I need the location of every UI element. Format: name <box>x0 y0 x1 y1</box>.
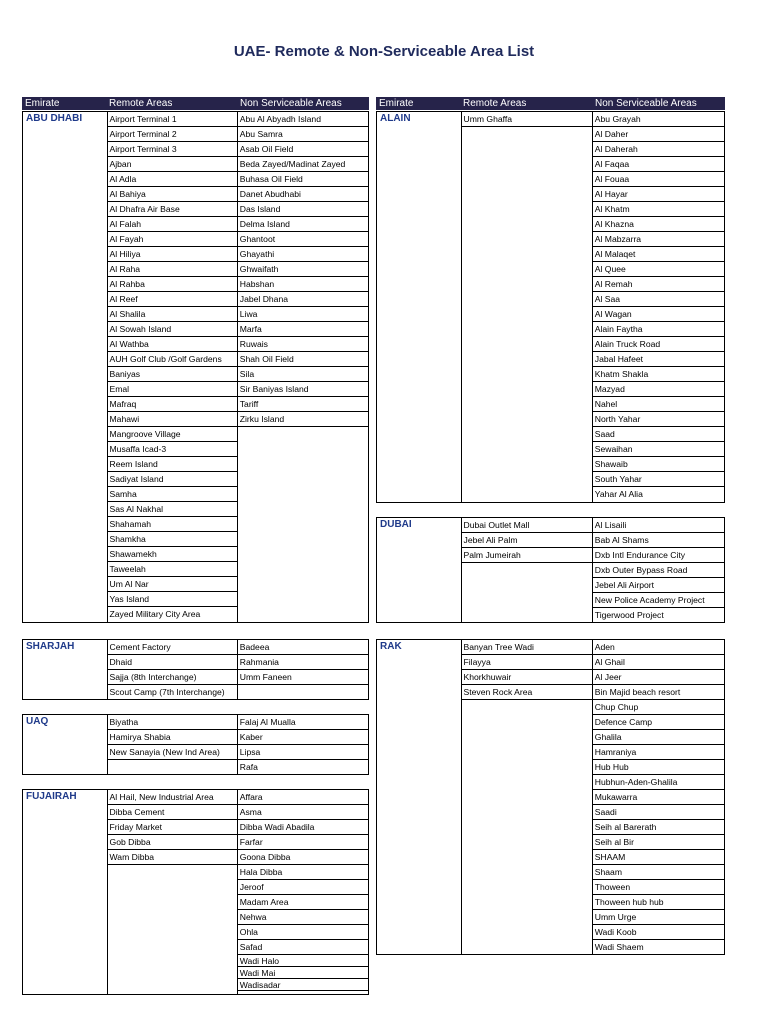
non-serviceable-area-cell: Wadi Halo <box>238 955 368 967</box>
remote-area-cell: Jebel Ali Palm <box>462 533 592 548</box>
non-serviceable-area-cell: Shah Oil Field <box>238 352 368 367</box>
page-title: UAE- Remote & Non-Serviceable Area List <box>233 43 535 60</box>
non-serviceable-area-cell: Danet Abudhabi <box>238 187 368 202</box>
remote-area-cell: Hamirya Shabia <box>108 730 237 745</box>
non-serviceable-area-cell: Alain Truck Road <box>593 337 724 352</box>
remote-area-cell: Palm Jumeirah <box>462 548 592 563</box>
non-serviceable-area-cell: Buhasa Oil Field <box>238 172 368 187</box>
non-serviceable-area-cell: Hamraniya <box>593 745 724 760</box>
non-serviceable-area-cell: Jebel Ali Airport <box>593 578 724 593</box>
remote-area-cell: Emal <box>108 382 237 397</box>
non-serviceable-area-cell: Farfar <box>238 835 368 850</box>
non-serviceable-area-cell: Umm Urge <box>593 910 724 925</box>
non-serviceable-area-cell: Nahel <box>593 397 724 412</box>
non-serviceable-area-cell: Al Faqaa <box>593 157 724 172</box>
non-serviceable-area-cell: Dxb Intl Endurance City <box>593 548 724 563</box>
non-serviceable-area-cell: Yahar Al Alia <box>594 489 643 499</box>
remote-area-cell: Al Fayah <box>108 232 237 247</box>
header-remote-areas: Remote Areas <box>463 98 527 109</box>
emirate-column <box>377 112 461 502</box>
non-serviceable-area-cell: Hubhun-Aden-Ghalila <box>593 775 724 790</box>
non-serviceable-area-cell: Mazyad <box>593 382 724 397</box>
table-abu-dhabi <box>22 111 369 623</box>
emirate-name: SHARJAH <box>26 641 75 652</box>
remote-area-cell: Zayed Military City Area <box>109 609 201 619</box>
non-serviceable-area-cell: Ohla <box>238 925 368 940</box>
non-serviceable-area-cell: Abu Al Abyadh Island <box>238 112 368 127</box>
remote-area-cell: Sajja (8th Interchange) <box>108 670 237 685</box>
non-serviceable-area-cell: Dibba Wadi Abadila <box>238 820 368 835</box>
remote-area-cell: Yas Island <box>108 592 237 607</box>
non-serviceable-area-cell: Rahmania <box>238 655 368 670</box>
non-serviceable-area-cell: Thoween <box>593 880 724 895</box>
remote-area-cell: Sas Al Nakhal <box>108 502 237 517</box>
remote-area-cell: Al Bahiya <box>108 187 237 202</box>
non-serviceable-area-cell: Al Malaqet <box>593 247 724 262</box>
non-serviceable-area-cell: Asab Oil Field <box>238 142 368 157</box>
non-serviceable-area-cell: Al Daherah <box>593 142 724 157</box>
emirate-name: DUBAI <box>380 519 412 530</box>
remote-areas-column <box>107 112 237 622</box>
non-serviceable-area-cell: Das Island <box>238 202 368 217</box>
emirate-column <box>23 640 107 699</box>
non-serviceable-area-cell: Jabel Dhana <box>238 292 368 307</box>
remote-area-cell: Um Al Nar <box>108 577 237 592</box>
non-serviceable-area-cell: Thoween hub hub <box>593 895 724 910</box>
remote-area-cell: Al Hiliya <box>108 247 237 262</box>
remote-area-cell: Cement Factory <box>108 640 237 655</box>
emirate-column <box>23 790 107 994</box>
non-serviceable-area-cell: Wadi Mai <box>238 967 368 979</box>
emirate-column <box>377 518 461 622</box>
non-serviceable-area-cell: Wadi Shaem <box>594 942 644 952</box>
non-serviceable-areas-column <box>237 790 368 994</box>
header-non-serviceable-areas: Non Serviceable Areas <box>595 98 697 109</box>
non-serviceable-area-cell: Al Mabzarra <box>593 232 724 247</box>
remote-area-cell: Scout Camp (7th Interchange) <box>109 687 225 697</box>
table-fujairah <box>22 789 369 995</box>
non-serviceable-area-cell: Defence Camp <box>593 715 724 730</box>
remote-area-cell: Airport Terminal 3 <box>108 142 237 157</box>
left-table-header <box>22 97 369 110</box>
remote-area-cell: Steven Rock Area <box>462 685 592 700</box>
remote-area-cell: Filayya <box>462 655 592 670</box>
table-sharjah <box>22 639 369 700</box>
remote-area-cell: Al Shalila <box>108 307 237 322</box>
non-serviceable-area-cell: Sewaihan <box>593 442 724 457</box>
remote-area-cell: Dubai Outlet Mall <box>462 518 592 533</box>
non-serviceable-area-cell: Tigerwood Project <box>594 610 664 620</box>
non-serviceable-area-cell: Beda Zayed/Madinat Zayed <box>238 157 368 172</box>
non-serviceable-area-cell: Jeroof <box>238 880 368 895</box>
remote-area-cell: Mangroove Village <box>108 427 237 442</box>
remote-area-cell: Baniyas <box>108 367 237 382</box>
remote-area-cell: Al Reef <box>108 292 237 307</box>
remote-area-cell: Airport Terminal 1 <box>108 112 237 127</box>
remote-area-cell: Biyatha <box>108 715 237 730</box>
non-serviceable-area-cell: Saad <box>593 427 724 442</box>
non-serviceable-area-cell: Marfa <box>238 322 368 337</box>
non-serviceable-area-cell: Affara <box>238 790 368 805</box>
remote-areas-column <box>461 640 592 954</box>
non-serviceable-area-cell: Ghantoot <box>238 232 368 247</box>
remote-area-cell: Gob Dibba <box>108 835 237 850</box>
remote-area-cell: Taweelah <box>108 562 237 577</box>
remote-area-cell: Al Adla <box>108 172 237 187</box>
non-serviceable-area-cell: Sir Baniyas Island <box>238 382 368 397</box>
remote-area-cell: Al Wathba <box>108 337 237 352</box>
remote-areas-column <box>107 790 237 994</box>
remote-area-cell: Mahawi <box>108 412 237 427</box>
non-serviceable-area-cell: Hub Hub <box>593 760 724 775</box>
non-serviceable-area-cell: Ghalila <box>593 730 724 745</box>
non-serviceable-area-cell: Zirku Island <box>238 412 368 427</box>
emirate-column <box>23 112 107 622</box>
remote-area-cell: Banyan Tree Wadi <box>462 640 592 655</box>
remote-area-cell: Al Sowah Island <box>108 322 237 337</box>
emirate-name: FUJAIRAH <box>26 791 77 802</box>
emirate-name: RAK <box>380 641 402 652</box>
remote-area-cell: Khorkhuwair <box>462 670 592 685</box>
header-non-serviceable-areas: Non Serviceable Areas <box>240 98 342 109</box>
non-serviceable-area-cell: Al Hayar <box>593 187 724 202</box>
non-serviceable-area-cell: New Police Academy Project <box>593 593 724 608</box>
table-rak <box>376 639 725 955</box>
non-serviceable-area-cell: Shawaib <box>593 457 724 472</box>
remote-area-cell: AUH Golf Club /Golf Gardens <box>108 352 237 367</box>
non-serviceable-area-cell: Al Wagan <box>593 307 724 322</box>
non-serviceable-area-cell: Al Quee <box>593 262 724 277</box>
non-serviceable-area-cell: Ruwais <box>238 337 368 352</box>
remote-area-cell: Wam Dibba <box>108 850 237 865</box>
emirate-name: UAQ <box>26 716 49 727</box>
non-serviceable-area-cell: Wadisadar <box>238 979 368 991</box>
non-serviceable-area-cell: Abu Samra <box>238 127 368 142</box>
header-emirate: Emirate <box>25 98 60 109</box>
non-serviceable-area-cell: Shaam <box>593 865 724 880</box>
non-serviceable-area-cell: Goona Dibba <box>238 850 368 865</box>
non-serviceable-area-cell: Abu Grayah <box>593 112 724 127</box>
non-serviceable-areas-column <box>592 640 724 954</box>
non-serviceable-area-cell: Al Lisaili <box>593 518 724 533</box>
emirate-name: ABU DHABI <box>26 113 83 124</box>
non-serviceable-area-cell: Delma Island <box>238 217 368 232</box>
non-serviceable-area-cell: Al Saa <box>593 292 724 307</box>
remote-areas-column <box>107 715 237 774</box>
non-serviceable-area-cell: Nehwa <box>238 910 368 925</box>
non-serviceable-areas-column <box>237 112 368 622</box>
non-serviceable-area-cell: Alain Faytha <box>593 322 724 337</box>
non-serviceable-area-cell: Lipsa <box>238 745 368 760</box>
non-serviceable-area-cell: Al Remah <box>593 277 724 292</box>
non-serviceable-area-cell: Asma <box>238 805 368 820</box>
non-serviceable-areas-column <box>237 640 368 699</box>
non-serviceable-area-cell: Chup Chup <box>593 700 724 715</box>
header-remote-areas: Remote Areas <box>109 98 173 109</box>
non-serviceable-areas-column <box>237 715 368 774</box>
non-serviceable-area-cell: Liwa <box>238 307 368 322</box>
remote-area-cell: Musaffa Icad-3 <box>108 442 237 457</box>
non-serviceable-area-cell: SHAAM <box>593 850 724 865</box>
remote-areas-column <box>461 112 592 502</box>
remote-areas-column <box>107 640 237 699</box>
remote-area-cell: Al Falah <box>108 217 237 232</box>
remote-area-cell: Umm Ghaffa <box>462 112 592 127</box>
non-serviceable-area-cell: Ghayathi <box>238 247 368 262</box>
non-serviceable-area-cell: Al Jeer <box>593 670 724 685</box>
non-serviceable-area-cell: Hala Dibba <box>238 865 368 880</box>
non-serviceable-area-cell: Saadi <box>593 805 724 820</box>
header-emirate: Emirate <box>379 98 414 109</box>
non-serviceable-area-cell: Dxb Outer Bypass Road <box>593 563 724 578</box>
emirate-column <box>377 640 461 954</box>
remote-area-cell: Al Rahba <box>108 277 237 292</box>
non-serviceable-area-cell: Umm Faneen <box>238 670 368 685</box>
remote-area-cell: Dhaid <box>108 655 237 670</box>
table-dubai <box>376 517 725 623</box>
non-serviceable-area-cell: Al Ghail <box>593 655 724 670</box>
non-serviceable-area-cell: Habshan <box>238 277 368 292</box>
non-serviceable-area-cell: Ghwaifath <box>238 262 368 277</box>
remote-area-cell: Reem Island <box>108 457 237 472</box>
table-uaq <box>22 714 369 775</box>
remote-area-cell: New Sanayia (New Ind Area) <box>108 745 237 760</box>
non-serviceable-area-cell: Bin Majid beach resort <box>593 685 724 700</box>
non-serviceable-area-cell: Safad <box>238 940 368 955</box>
remote-area-cell: Mafraq <box>108 397 237 412</box>
emirate-name: ALAIN <box>380 113 411 124</box>
remote-area-cell: Samha <box>108 487 237 502</box>
non-serviceable-area-cell: Seih al Bir <box>593 835 724 850</box>
non-serviceable-area-cell: Falaj Al Mualla <box>238 715 368 730</box>
remote-area-cell: Dibba Cement <box>108 805 237 820</box>
remote-area-cell: Shamkha <box>108 532 237 547</box>
non-serviceable-area-cell: Al Fouaa <box>593 172 724 187</box>
non-serviceable-area-cell: Seih al Barerath <box>593 820 724 835</box>
non-serviceable-area-cell: Madam Area <box>238 895 368 910</box>
remote-area-cell: Shahamah <box>108 517 237 532</box>
remote-area-cell: Al Dhafra Air Base <box>108 202 237 217</box>
non-serviceable-area-cell: Al Daher <box>593 127 724 142</box>
remote-areas-column <box>461 518 592 622</box>
remote-area-cell: Al Raha <box>108 262 237 277</box>
non-serviceable-area-cell: South Yahar <box>593 472 724 487</box>
non-serviceable-area-cell: Al Khazna <box>593 217 724 232</box>
non-serviceable-area-cell: Mukawarra <box>593 790 724 805</box>
remote-area-cell: Airport Terminal 2 <box>108 127 237 142</box>
remote-area-cell: Friday Market <box>108 820 237 835</box>
remote-area-cell: Al Hail, New Industrial Area <box>108 790 237 805</box>
non-serviceable-area-cell: Badeea <box>238 640 368 655</box>
non-serviceable-area-cell: Kaber <box>238 730 368 745</box>
non-serviceable-area-cell: Tariff <box>238 397 368 412</box>
right-table-header <box>376 97 725 110</box>
remote-area-cell: Shawamekh <box>108 547 237 562</box>
non-serviceable-areas-column <box>592 518 724 622</box>
emirate-column <box>23 715 107 774</box>
non-serviceable-area-cell: North Yahar <box>593 412 724 427</box>
non-serviceable-area-cell: Al Khatm <box>593 202 724 217</box>
non-serviceable-area-cell: Khatm Shakla <box>593 367 724 382</box>
non-serviceable-area-cell: Bab Al Shams <box>593 533 724 548</box>
non-serviceable-area-cell: Wadi Koob <box>593 925 724 940</box>
table-alain <box>376 111 725 503</box>
remote-area-cell: Sadiyat Island <box>108 472 237 487</box>
non-serviceable-area-cell: Jabal Hafeet <box>593 352 724 367</box>
remote-area-cell: Ajban <box>108 157 237 172</box>
non-serviceable-area-cell: Rafa <box>239 762 258 772</box>
non-serviceable-areas-column <box>592 112 724 502</box>
non-serviceable-area-cell: Aden <box>593 640 724 655</box>
non-serviceable-area-cell: Sila <box>238 367 368 382</box>
